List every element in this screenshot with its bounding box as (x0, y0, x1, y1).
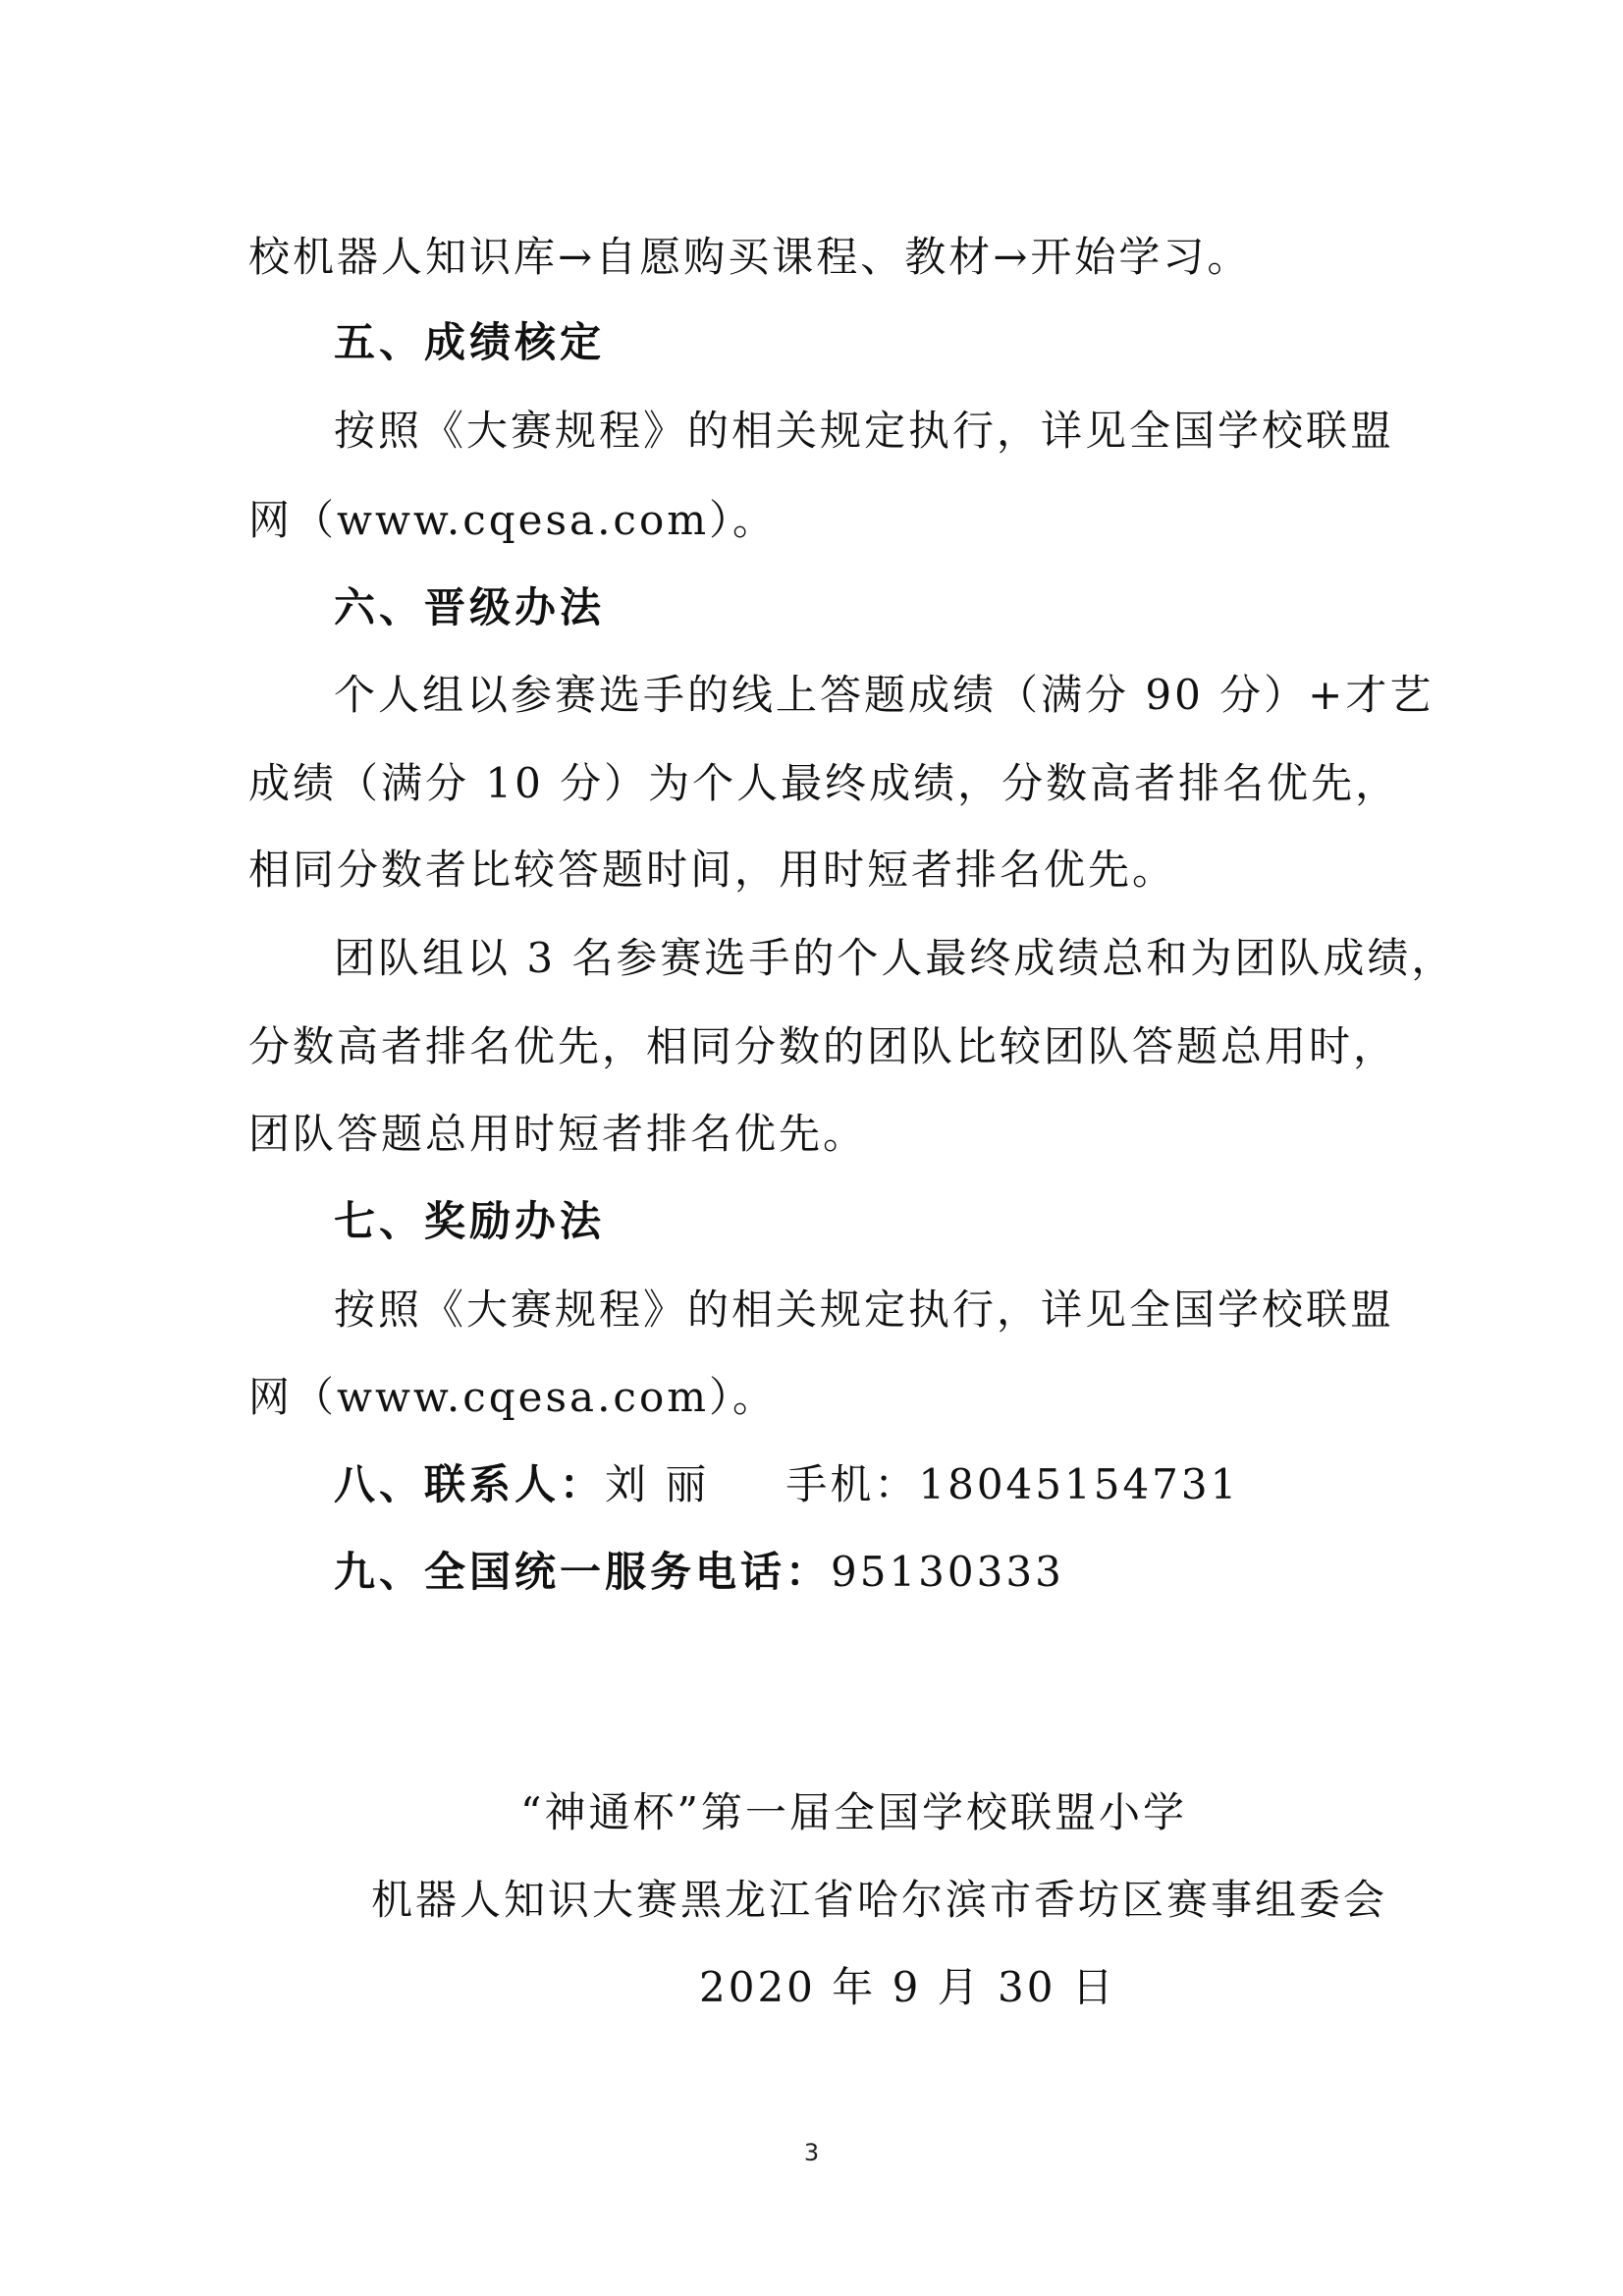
contact-phone: 18045154731 (918, 1460, 1240, 1508)
signature-line-2: 机器人知识大赛黑龙江省哈尔滨市香坊区赛事组委会 (371, 1876, 1388, 1924)
section-heading-7: 七、奖励办法 (334, 1197, 606, 1245)
paragraph-line: 网（www.cqesa.com）。 (248, 496, 778, 544)
contact-name: 刘 丽 (605, 1460, 710, 1508)
contact-phone-label: 手机： (785, 1460, 919, 1508)
service-phone-label: 九、全国统一服务电话： (334, 1548, 832, 1596)
paragraph-line: 成绩（满分 10 分）为个人最终成绩，分数高者排名优先， (248, 759, 1400, 807)
signature-date: 2020 年 9 月 30 日 (699, 1963, 1116, 2011)
paragraph-line: 校机器人知识库→自愿购买课程、教材→开始学习。 (248, 233, 1252, 281)
paragraph-line: 按照《大赛规程》的相关规定执行，详见全国学校联盟 (334, 1285, 1395, 1334)
signature-line-1: “神通杯”第一届全国学校联盟小学 (520, 1788, 1187, 1836)
paragraph-line: 团队组以 3 名参赛选手的个人最终成绩总和为团队成绩， (334, 934, 1456, 982)
paragraph-line: 分数高者排名优先，相同分数的团队比较团队答题总用时， (248, 1022, 1398, 1070)
paragraph-line: 团队答题总用时短者排名优先。 (248, 1110, 868, 1158)
paragraph-line: 个人组以参赛选手的线上答题成绩（满分 90 分）+才艺 (334, 671, 1434, 719)
service-phone-line (334, 1545, 1387, 1600)
section-heading-6: 六、晋级办法 (334, 583, 606, 631)
paragraph-line: 相同分数者比较答题时间，用时短者排名优先。 (248, 846, 1177, 894)
section-heading-5: 五、成绩核定 (334, 318, 606, 366)
contact-line (334, 1457, 1387, 1512)
contact-label: 八、联系人： (334, 1460, 606, 1508)
page-number: 3 (803, 2139, 820, 2166)
paragraph-line: 网（www.cqesa.com）。 (248, 1373, 778, 1421)
service-phone: 95130333 (831, 1548, 1064, 1596)
paragraph-line: 按照《大赛规程》的相关规定执行，详见全国学校联盟 (334, 407, 1395, 455)
